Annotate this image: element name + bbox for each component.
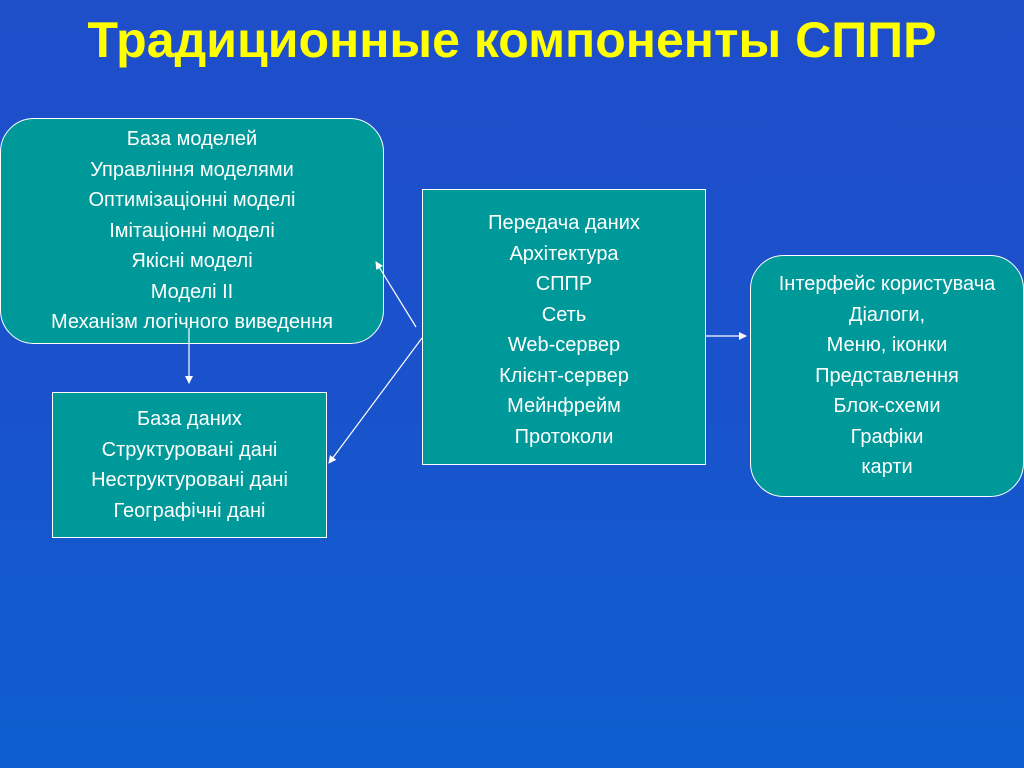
user-interface-line: Представлення — [815, 364, 959, 387]
communication-line: Протоколи — [514, 425, 614, 448]
arrow-comm-to-database — [329, 338, 422, 463]
communication-line: СППР — [535, 273, 593, 295]
communication-line: Архітектура — [509, 242, 619, 265]
model-base-line: Якісні моделі — [131, 250, 253, 273]
user-interface-line: Діалоги, — [848, 303, 926, 326]
user-interface-line: Блок-схеми — [833, 395, 941, 418]
database-line: База даних — [137, 408, 242, 430]
communication-line: Web-сервер — [507, 334, 621, 356]
user-interface-line: Графіки — [850, 425, 924, 448]
user-interface-line: Інтерфейс користувача — [778, 273, 996, 296]
model-base-line: Імітаціонні моделі — [109, 219, 275, 242]
model-base-line: Оптимізаціонні моделі — [88, 189, 296, 212]
communication-line: Передача даних — [488, 212, 640, 234]
user-interface-box — [750, 255, 1024, 497]
model-base-box — [0, 118, 384, 344]
user-interface-line: Меню, іконки — [826, 334, 948, 357]
database-box — [52, 392, 327, 538]
slide-title: Традиционные компоненты СППР — [87, 12, 937, 68]
model-base-line: База моделей — [126, 128, 258, 151]
communication-line: Сеть — [541, 303, 587, 326]
communication-box — [422, 189, 706, 465]
communication-line: Мейнфрейм — [507, 395, 621, 417]
model-base-line: Управління моделями — [90, 158, 294, 181]
user-interface-line: карти — [861, 456, 913, 479]
communication-line: Клієнт-сервер — [499, 364, 629, 387]
model-base-line: Механізм логічного виведення — [51, 311, 333, 334]
database-line: Структуровані дані — [101, 438, 278, 461]
database-line: Географічні дані — [113, 499, 266, 522]
model-base-line: Моделі ІІ — [150, 280, 234, 303]
database-line: Неструктуровані дані — [91, 469, 288, 491]
